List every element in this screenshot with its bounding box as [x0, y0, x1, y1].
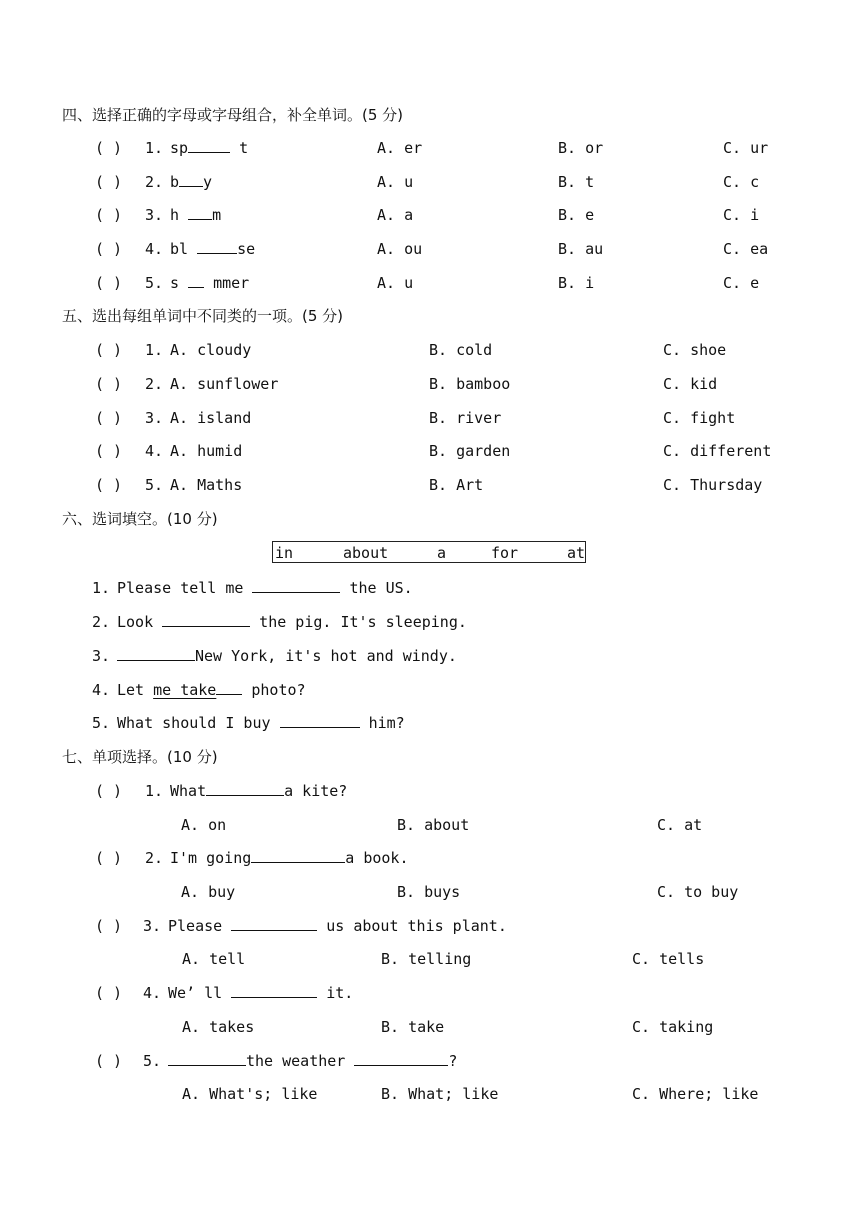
- option-c: C. taking: [632, 1018, 714, 1036]
- s7-options-5: [0, 1083, 860, 1105]
- option-b: B. take: [381, 1018, 445, 1036]
- answer-paren[interactable]: ( ): [95, 849, 123, 867]
- option-a: A. ou: [377, 240, 423, 258]
- answer-paren[interactable]: ( ): [95, 375, 123, 393]
- answer-paren[interactable]: ( ): [95, 274, 123, 292]
- option-a: A. island: [170, 409, 252, 427]
- answer-blank[interactable]: [231, 982, 317, 998]
- option-b: B. au: [558, 240, 604, 258]
- answer-paren[interactable]: ( ): [95, 173, 123, 191]
- answer-blank[interactable]: [188, 137, 230, 153]
- s5-item-1: [0, 339, 860, 361]
- answer-blank[interactable]: [117, 645, 195, 661]
- answer-blank[interactable]: [179, 171, 203, 187]
- option-c: C. c: [723, 173, 760, 191]
- option-c: C. Thursday: [663, 476, 763, 494]
- question-text: h m: [170, 206, 222, 224]
- option-c: C. Where; like: [632, 1085, 759, 1103]
- s5-item-2: [0, 373, 860, 395]
- question-text: I'm going a book.: [170, 849, 409, 867]
- answer-blank[interactable]: [188, 204, 212, 220]
- option-a: A. u: [377, 173, 414, 191]
- option-b: B. e: [558, 206, 595, 224]
- s7-options-4: [0, 1016, 860, 1038]
- answer-blank[interactable]: [251, 847, 345, 863]
- option-c: C. e: [723, 274, 760, 292]
- question-text: We’ ll it.: [168, 984, 354, 1002]
- option-b: B. telling: [381, 950, 472, 968]
- answer-paren[interactable]: ( ): [95, 240, 123, 258]
- option-c: C. at: [657, 816, 703, 834]
- option-c: C. different: [663, 442, 772, 460]
- sentence: Please tell me the US.: [117, 579, 413, 597]
- word-bank-box: [272, 541, 586, 563]
- question-text: Please us about this plant.: [168, 917, 507, 935]
- option-a: A. er: [377, 139, 423, 157]
- answer-paren[interactable]: ( ): [95, 782, 123, 800]
- item-number: 4.: [145, 442, 164, 460]
- option-b: B. buys: [397, 883, 461, 901]
- answer-blank[interactable]: [188, 272, 204, 288]
- item-number: 3.: [92, 647, 111, 665]
- answer-blank[interactable]: [206, 780, 284, 796]
- option-a: A. cloudy: [170, 341, 252, 359]
- item-number: 2.: [92, 613, 111, 631]
- question-text: b y: [170, 173, 213, 191]
- answer-blank[interactable]: [354, 1050, 448, 1066]
- option-a: A. humid: [170, 442, 243, 460]
- question-text: the weather ?: [168, 1050, 457, 1072]
- s7-item-3: [0, 915, 860, 937]
- option-a: A. a: [377, 206, 414, 224]
- option-a: A. sunflower: [170, 375, 279, 393]
- option-b: B. or: [558, 139, 604, 157]
- option-a: A. on: [181, 816, 227, 834]
- answer-paren[interactable]: ( ): [95, 206, 123, 224]
- answer-paren[interactable]: ( ): [95, 409, 123, 427]
- s6-item-2: [0, 611, 860, 633]
- answer-blank[interactable]: [162, 611, 250, 627]
- option-c: C. shoe: [663, 341, 727, 359]
- item-number: 3.: [145, 206, 164, 224]
- option-b: B. What; like: [381, 1085, 499, 1103]
- option-b: B. cold: [429, 341, 493, 359]
- s7-item-1: [0, 780, 860, 802]
- item-number: 1.: [145, 139, 164, 157]
- s6-item-4: [0, 679, 860, 701]
- answer-blank[interactable]: [197, 238, 237, 254]
- sentence: What should I buy him?: [117, 714, 405, 732]
- word-bank-word: in: [275, 544, 294, 562]
- answer-paren[interactable]: ( ): [95, 476, 123, 494]
- option-a: A. u: [377, 274, 414, 292]
- option-a: A. What's; like: [182, 1085, 318, 1103]
- section-4-heading: 四、选择正确的字母或字母组合，补全单词。(5 分): [62, 106, 404, 124]
- question-text: s mmer: [170, 274, 250, 292]
- answer-blank[interactable]: [231, 915, 317, 931]
- option-a: A. buy: [181, 883, 236, 901]
- item-number: 3.: [145, 409, 164, 427]
- answer-paren[interactable]: ( ): [95, 341, 123, 359]
- item-number: 4.: [145, 240, 164, 258]
- word-bank-word: about: [343, 544, 389, 562]
- word-bank-word: a: [437, 544, 447, 562]
- answer-paren[interactable]: ( ): [95, 139, 123, 157]
- option-a: A. tell: [182, 950, 246, 968]
- word-bank-word: for: [491, 544, 519, 562]
- item-number: 5.: [145, 476, 164, 494]
- option-b: B. bamboo: [429, 375, 511, 393]
- s4-item-3: [0, 204, 860, 226]
- item-number: 1.: [92, 579, 111, 597]
- option-b: B. Art: [429, 476, 484, 494]
- s5-item-3: [0, 407, 860, 429]
- question-text: What a kite?: [170, 782, 348, 800]
- option-b: B. t: [558, 173, 595, 191]
- answer-paren[interactable]: ( ): [95, 1052, 123, 1070]
- s5-item-5: [0, 474, 860, 496]
- question-text: sp t: [170, 139, 249, 157]
- option-b: B. i: [558, 274, 595, 292]
- s4-item-1: [0, 137, 860, 159]
- answer-paren[interactable]: ( ): [95, 917, 123, 935]
- option-a: A. takes: [182, 1018, 255, 1036]
- section-6-heading: 六、选词填空。(10 分): [62, 510, 218, 528]
- s6-item-1: [0, 577, 860, 599]
- option-c: C. kid: [663, 375, 718, 393]
- item-number: 2.: [145, 849, 164, 867]
- answer-paren[interactable]: ( ): [95, 442, 123, 460]
- s6-item-3: [0, 645, 860, 667]
- option-b: B. garden: [429, 442, 511, 460]
- item-number: 1.: [145, 782, 164, 800]
- s4-item-2: [0, 171, 860, 193]
- answer-blank[interactable]: [168, 1050, 246, 1066]
- option-c: C. ur: [723, 139, 769, 157]
- item-number: 5.: [145, 274, 164, 292]
- word-bank-word: at: [567, 544, 586, 562]
- answer-paren[interactable]: ( ): [95, 984, 123, 1002]
- s4-item-5: [0, 272, 860, 294]
- option-c: C. ea: [723, 240, 769, 258]
- answer-blank[interactable]: [216, 679, 242, 695]
- s7-options-1: [0, 814, 860, 836]
- answer-blank[interactable]: [252, 577, 340, 593]
- option-b: B. about: [397, 816, 470, 834]
- sentence: Look the pig. It's sleeping.: [117, 613, 467, 631]
- option-b: B. river: [429, 409, 502, 427]
- s6-item-5: [0, 712, 860, 734]
- question-text: bl se: [170, 240, 256, 258]
- s7-item-4: [0, 982, 860, 1004]
- answer-blank[interactable]: [280, 712, 360, 728]
- option-c: C. tells: [632, 950, 705, 968]
- item-number: 4.: [143, 984, 162, 1002]
- s5-item-4: [0, 440, 860, 462]
- s7-options-2: [0, 881, 860, 903]
- sentence: New York, it's hot and windy.: [117, 645, 457, 667]
- item-number: 5.: [92, 714, 111, 732]
- item-number: 1.: [145, 341, 164, 359]
- item-number: 2.: [145, 375, 164, 393]
- option-c: C. to buy: [657, 883, 739, 901]
- section-5-heading: 五、选出每组单词中不同类的一项。(5 分): [62, 307, 344, 325]
- s7-item-5: [0, 1050, 860, 1072]
- s7-options-3: [0, 948, 860, 970]
- option-c: C. fight: [663, 409, 736, 427]
- item-number: 5.: [143, 1052, 162, 1070]
- item-number: 2.: [145, 173, 164, 191]
- sentence: Let me take photo?: [117, 681, 306, 699]
- option-a: A. Maths: [170, 476, 243, 494]
- item-number: 3.: [143, 917, 162, 935]
- section-7-heading: 七、单项选择。(10 分): [62, 748, 218, 766]
- s4-item-4: [0, 238, 860, 260]
- item-number: 4.: [92, 681, 111, 699]
- s7-item-2: [0, 847, 860, 869]
- option-c: C. i: [723, 206, 760, 224]
